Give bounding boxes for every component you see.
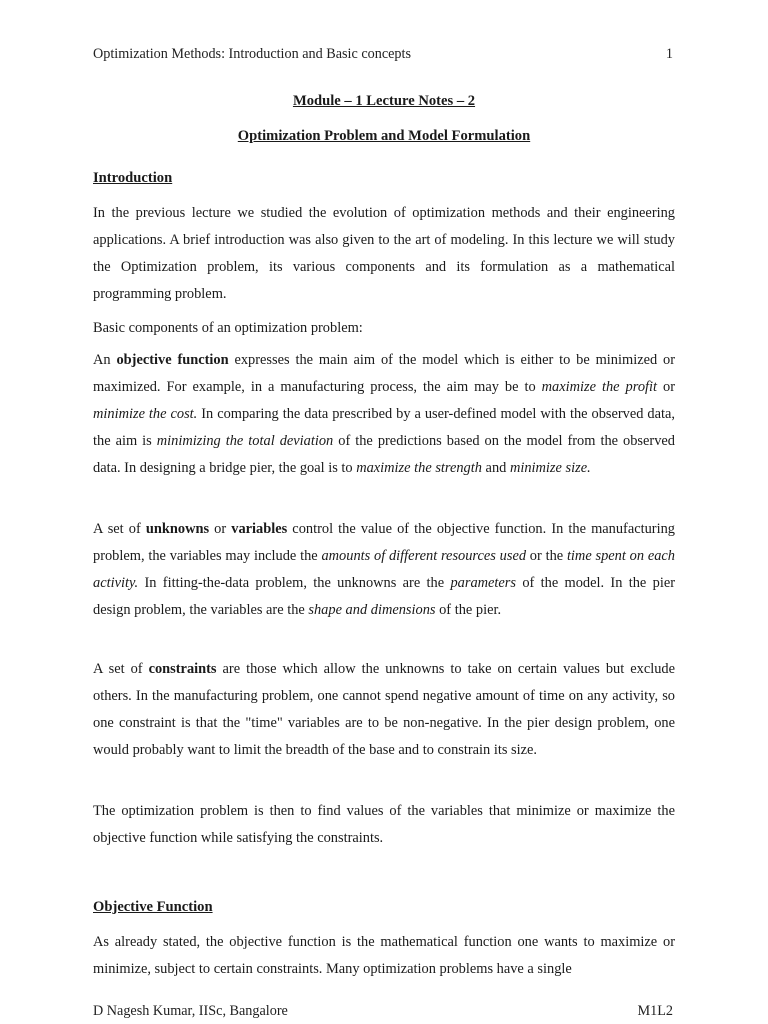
objective-function-section-paragraph: As already stated, the objective function is the mathematical function one wants to maximize or minimize, subject to certain constraints. Many optimization problems have a single: [93, 934, 675, 977]
page-header: [93, 46, 673, 63]
term-unknowns: unknowns: [145, 521, 210, 537]
term-constraints: constraints: [148, 661, 217, 677]
term-objective-function: objective function: [116, 352, 229, 368]
intro-paragraph: In the previous lecture we studied the evolution of optimization methods and their engineering applications. A brief introduction was also given to the art of modeling. In this lecture we will study the Optimization problem, its various components and its formulation as a mathematical programming problem.: [93, 205, 675, 302]
footer-author: D Nagesh Kumar, IISc, Bangalore: [93, 1003, 288, 1019]
lecture-title: Optimization Problem and Model Formulation: [237, 128, 531, 144]
constraints-paragraph: A set of constraints are those which allow the unknowns to take on certain values but exclude others. In the manufacturing problem, one cannot spend negative amount of time on any activity, so one constraint is that the "time" variables are to be non-negative. In the pier design problem, one would probably want to limit the breadth of the base and to constrain its size.: [93, 661, 675, 758]
components-intro-text: Basic components of an optimization problem:: [93, 320, 363, 336]
header-title: Optimization Methods: Introduction and Basic concepts: [93, 46, 411, 62]
module-title: Module – 1 Lecture Notes – 2: [292, 93, 476, 109]
objective-function-paragraph: An objective function expresses the main aim of the model which is either to be minimized or maximized. For example, in a manufacturing process, the aim may be to maximize the profit or minimize the cost. In comparing the data prescribed by a user-defined model with the observed data, the aim is minimizing the total deviation of the predictions based on the model from the observed data. In designing a bridge pier, the goal is to maximize the strength and minimize size.: [93, 352, 675, 476]
page-footer: [93, 1003, 673, 1020]
footer-code: M1L2: [637, 1003, 673, 1019]
objective-function-heading: Objective Function: [93, 899, 213, 915]
summary-paragraph: The optimization problem is then to find values of the variables that minimize or maximize the objective function while satisfying the constraints.: [93, 803, 675, 846]
introduction-heading: Introduction: [93, 170, 173, 186]
variables-paragraph: A set of unknowns or variables control the value of the objective function. In the manufacturing problem, the variables may include the amounts of different resources used or the time spent on each activity. In fitting-the-data problem, the unknowns are the parameters of the model. In the pier design problem, the variables are the shape and dimensions of the pier.: [93, 521, 675, 618]
term-variables: variables: [231, 521, 288, 537]
page-number: 1: [665, 46, 673, 62]
